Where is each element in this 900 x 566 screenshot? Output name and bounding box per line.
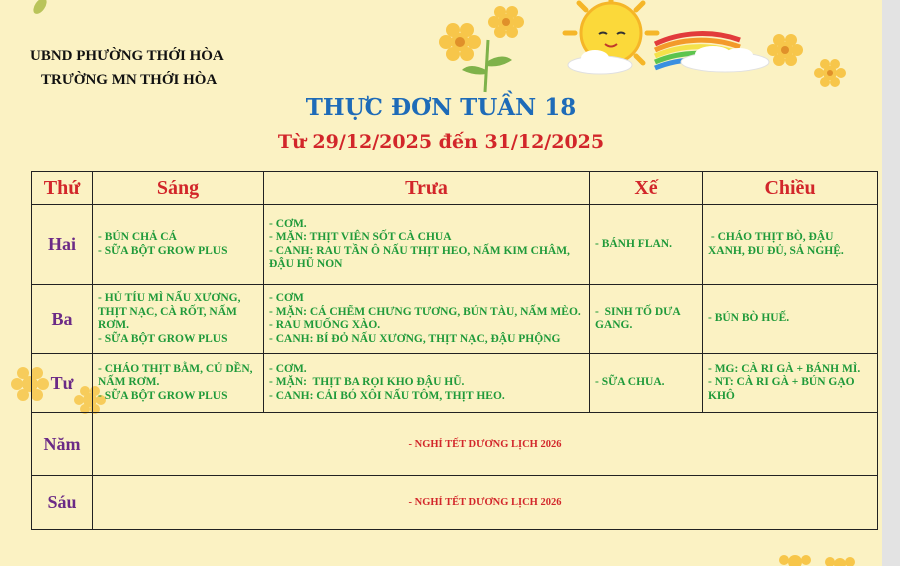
menu-line: - MẶN: CÁ CHẼM CHƯNG TƯƠNG, BÚN TÀU, NẤM MÈO.: [269, 305, 581, 318]
day-cell: Năm: [32, 413, 93, 476]
organization-heading: [30, 44, 224, 92]
lunch-cell: [264, 285, 590, 354]
menu-line: - CƠM: [269, 292, 304, 304]
leaf-icon: [0, 0, 60, 20]
page-title: THỰC ĐƠN TUẦN 18: [305, 94, 577, 121]
snack-cell: [590, 285, 703, 354]
afternoon-cell: [703, 205, 878, 285]
org-line-ward: UBND PHƯỜNG THỚI HÒA: [30, 48, 224, 64]
flower-icon: [750, 25, 860, 95]
table-row: [32, 354, 878, 413]
menu-line: - SINH TỐ DƯA GANG.: [595, 305, 683, 331]
menu-line: - MG: CÀ RI GÀ + BÁNH MÌ.: [708, 362, 861, 375]
date-range-subtitle: Từ 29/12/2025 đến 31/12/2025: [277, 131, 605, 153]
holiday-note: - NGHỈ TẾT DƯƠNG LỊCH 2026: [93, 413, 878, 476]
day-cell: Hai: [32, 205, 93, 285]
day-cell: Sáu: [32, 476, 93, 530]
afternoon-cell: [703, 354, 878, 413]
org-line-school: TRƯỜNG MN THỚI HÒA: [41, 72, 218, 88]
lunch-cell: [264, 354, 590, 413]
snack-cell: [590, 205, 703, 285]
menu-line: - RAU MUỐNG XÀO.: [269, 319, 381, 331]
header-day: Thứ: [32, 172, 93, 205]
menu-line: - BÚN CHẢ CÁ: [98, 231, 177, 243]
menu-line: - MẶN: THỊT BA RỌI KHO ĐẬU HŨ.: [269, 376, 465, 389]
morning-cell: [93, 354, 264, 413]
menu-line: - CHÁO THỊT BẰM, CỦ DỀN, NẤM RƠM.: [98, 362, 253, 389]
header-afternoon: Chiều: [703, 172, 878, 205]
lunch-cell: [264, 205, 590, 285]
menu-line: - CHÁO THỊT BÒ, ĐẬU XANH, ĐU ĐỦ, SẢ NGHỆ.: [708, 231, 844, 257]
afternoon-cell: [703, 285, 878, 354]
holiday-note: - NGHỈ TẾT DƯƠNG LỊCH 2026: [93, 476, 878, 530]
menu-line: - SỮA BỘT GROW PLUS: [98, 244, 228, 257]
menu-line: - BÁNH FLAN.: [595, 237, 672, 250]
header-morning: Sáng: [93, 172, 264, 205]
menu-line: - SỮA BỘT GROW PLUS: [98, 389, 228, 402]
day-cell: Tư: [32, 354, 93, 413]
menu-line: - CANH: RAU TẦN Ô NẤU THỊT HEO, NẤM KIM CHÂM, ĐẬU HŨ NON: [269, 244, 570, 270]
header-lunch: Trưa: [264, 172, 590, 205]
morning-cell: [93, 205, 264, 285]
morning-cell: [93, 285, 264, 354]
menu-table: [31, 171, 878, 530]
table-row: [32, 205, 878, 285]
flower-icon: [770, 550, 870, 566]
menu-line: - CANH: BÍ ĐỎ NẤU XƯƠNG, THỊT NẠC, ĐẬU PHỘNG: [269, 332, 561, 345]
menu-line: - NT: CÀ RI GÀ + BÚN GẠO KHÔ: [708, 376, 855, 402]
table-row: [32, 476, 878, 530]
menu-line: - SỮA CHUA.: [595, 376, 665, 389]
table-row: [32, 285, 878, 354]
menu-line: - CƠM.: [269, 217, 307, 230]
header-snack: Xế: [590, 172, 703, 205]
menu-line: - SỮA BỘT GROW PLUS: [98, 332, 228, 345]
menu-line: - HỦ TÍU MÌ NẤU XƯƠNG, THỊT NẠC, CÀ RỐT, NẤM RƠM.: [98, 292, 241, 331]
table-row: [32, 413, 878, 476]
flower-icon: [430, 0, 550, 95]
menu-line: - CƠM.: [269, 362, 307, 375]
table-header-row: [32, 172, 878, 205]
menu-line: - MẶN: THỊT VIÊN SỐT CÀ CHUA: [269, 231, 452, 243]
menu-line: - BÚN BÒ HUẾ.: [708, 312, 790, 325]
snack-cell: [590, 354, 703, 413]
day-cell: Ba: [32, 285, 93, 354]
menu-line: - CANH: CẢI BÓ XÔI NẤU TÔM, THỊT HEO.: [269, 389, 505, 402]
